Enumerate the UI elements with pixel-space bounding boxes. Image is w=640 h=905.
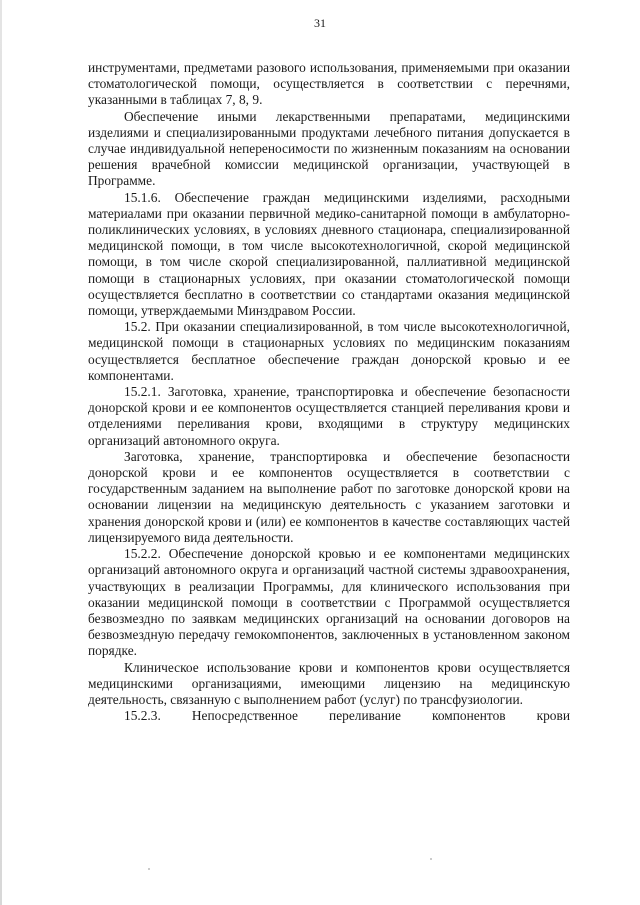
paragraph: 15.1.6. Обеспечение граждан медицинскими изделиями, расходными материалами при оказании первичной медико-санитарной помощи в амбулаторно-поликлинических условиях, в условиях дневного стационара, специализированной медицинской помощи, в том числе высокотехнологичной, скорой медицинской помощи, в том числе скорой специализированной, паллиативной медицинской помощи в стационарных условиях, при оказании стоматологической помощи осуществляется бесплатно в соответствии со стандартами оказания медицинской помощи, утверждаемыми Минздравом России. [88, 189, 570, 319]
paragraph: Клиническое использование крови и компонентов крови осуществляется медицинскими организациями, имеющими лицензию на медицинскую деятельность, связанную с выполнением работ (услуг) по трансфузиологии. [88, 659, 570, 707]
scan-speck [148, 868, 150, 870]
paragraph: 15.2.1. Заготовка, хранение, транспортировка и обеспечение безопасности донорской крови и ее компонентов осуществляется станцией переливания крови и отделениями переливания крови, входящими в структуру медицинских организаций автономного округа. [88, 384, 570, 448]
scan-edge [0, 0, 2, 905]
paragraph: 15.2.2. Обеспечение донорской кровью и ее компонентами медицинских организаций автономного округа и организаций частной системы здравоохранения, участвующих в реализации Программы, для клинического использования при оказании медицинской помощи в соответствии с Программой осуществляется безвозмездно по заявкам медицинских организаций на основании договоров на безвозмездную передачу гемокомпонентов, заключенных в установленном законом порядке. [88, 546, 570, 659]
paragraph: инструментами, предметами разового использования, применяемыми при оказании стоматологической помощи, осуществляется в соответствии с перечнями, указанными в таблицах 7, 8, 9. [88, 60, 570, 108]
document-body [88, 60, 570, 724]
paragraph: 15.2. При оказании специализированной, в том числе высокотехнологичной, медицинской помощи в стационарных условиях по медицинским показаниям осуществляется бесплатное обеспечение граждан донорской кровью и ее компонентами. [88, 319, 570, 383]
paragraph: Обеспечение иными лекарственными препаратами, медицинскими изделиями и специализированными продуктами лечебного питания допускается в случае индивидуальной непереносимости по жизненным показаниям на основании решения врачебной комиссии медицинской организации, участвующей в Программе. [88, 108, 570, 189]
page-number: 31 [314, 16, 326, 30]
paragraph: 15.2.3. Непосредственное переливание компонентов крови [124, 708, 570, 724]
paragraph: Заготовка, хранение, транспортировка и обеспечение безопасности донорской крови и ее компонентов осуществляется в соответствии с государственным заданием на выполнение работ по заготовке донорской крови на основании лицензии на медицинскую деятельность с указанием заготовки и хранения донорской крови и (или) ее компонентов в качестве составляющих частей лицензируемого вида деятельности. [88, 448, 570, 545]
scan-speck [430, 858, 432, 860]
